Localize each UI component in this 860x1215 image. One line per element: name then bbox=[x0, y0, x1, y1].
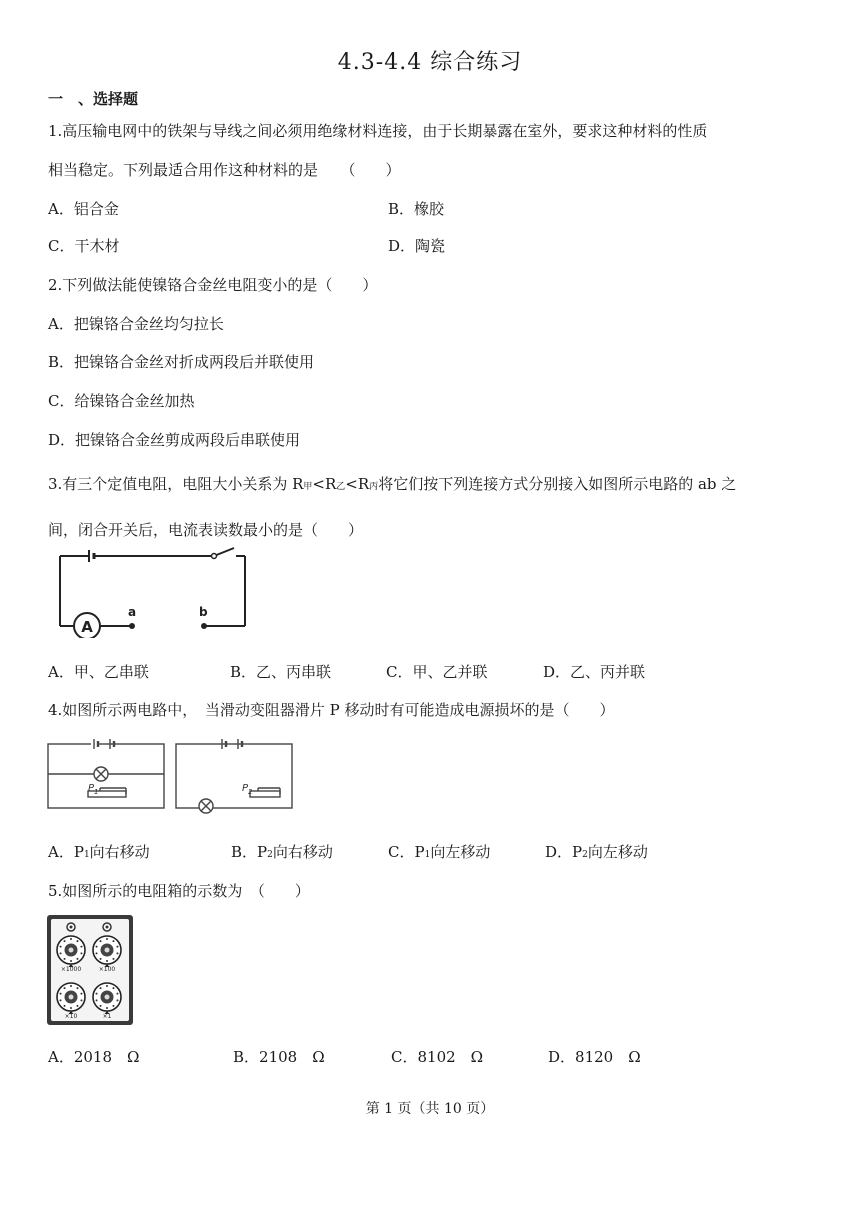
dial-label-x1: ×1 bbox=[102, 1013, 112, 1020]
q4-option-d-text: 向左移动 bbox=[587, 843, 648, 861]
q1-option-b: B．橡胶 bbox=[388, 200, 445, 218]
q4-stem: 4.如图所示两电路中， 当滑动变阻器滑片 P 移动时有可能造成电源损坏的是（ ） bbox=[48, 701, 615, 719]
q4-option-a bbox=[48, 841, 150, 862]
q2-option-d: D．把镍铬合金丝剪成两段后串联使用 bbox=[48, 431, 301, 449]
q5-option-b: B．2108 Ω bbox=[233, 1048, 325, 1066]
q3-subscript-bing: 丙 bbox=[369, 482, 379, 492]
q2-option-c: C．给镍铬合金丝加热 bbox=[48, 392, 195, 410]
q3-stem-part-b: 将它们按下列连接方式分别接入如图所示电路的 ab 之 bbox=[378, 475, 737, 493]
q4-option-d-sub: 2 bbox=[582, 850, 588, 860]
q4-fig-p2-label bbox=[242, 783, 253, 796]
q4-option-a-sub: 1 bbox=[83, 850, 90, 860]
q3-stem-part-a: 3.有三个定值电阻，电阻大小关系为 R bbox=[48, 475, 304, 493]
q2-option-b: B．把镍铬合金丝对折成两段后并联使用 bbox=[48, 353, 315, 371]
q4-option-a-p: A．P bbox=[48, 843, 84, 861]
q4-option-a-text: 向右移动 bbox=[89, 843, 150, 861]
q5-stem: 5.如图所示的电阻箱的示数为 （ ） bbox=[48, 882, 310, 900]
q4-option-d-p: D．P bbox=[545, 843, 583, 861]
q1-option-c: C．干木材 bbox=[48, 237, 120, 255]
q3-stem-line1 bbox=[48, 473, 736, 494]
page-title: 4.3-4.4 综合练习 bbox=[337, 50, 523, 75]
q3-option-c: C．甲、乙并联 bbox=[386, 663, 488, 681]
q3-less-than-1: <R bbox=[312, 475, 337, 493]
q3-subscript-yi: 乙 bbox=[336, 482, 346, 492]
q4-option-c-text: 向左移动 bbox=[430, 843, 491, 861]
q1-option-a: A．铝合金 bbox=[48, 200, 119, 218]
dial-label-x10: ×10 bbox=[64, 1013, 78, 1020]
q5-option-c: C．8102 Ω bbox=[391, 1048, 484, 1066]
q5-option-a: A．2018 Ω bbox=[48, 1048, 140, 1066]
q4-option-b bbox=[231, 841, 333, 862]
q4-option-b-p: B．P bbox=[231, 843, 268, 861]
q4-fig-p1-subscript: 1 bbox=[94, 788, 99, 796]
q3-option-d: D．乙、丙并联 bbox=[543, 663, 646, 681]
q4-option-b-text: 向右移动 bbox=[272, 843, 333, 861]
page-footer: 第 1 页（共 10 页） bbox=[365, 1101, 495, 1117]
terminal-a-dot bbox=[129, 623, 135, 629]
q1-stem-line2: 相当稳定。下列最适合用作这种材料的是 （ ） bbox=[48, 161, 401, 179]
terminal-b-dot bbox=[201, 623, 207, 629]
dial-label-x100: ×100 bbox=[98, 966, 116, 973]
q4-fig-p2-letter: P bbox=[242, 783, 249, 794]
q3-stem-line2: 间，闭合开关后，电流表读数最小的是（ ） bbox=[48, 521, 364, 539]
switch-pivot bbox=[212, 554, 217, 559]
q4-fig-p1-letter: P bbox=[88, 783, 95, 794]
q3-subscript-jia: 甲 bbox=[303, 482, 313, 492]
q4-option-c-p: C．P bbox=[388, 843, 425, 861]
q4-option-c-sub: 1 bbox=[424, 850, 431, 860]
q5-option-d: D．8120 Ω bbox=[548, 1048, 641, 1066]
q3-option-a: A．甲、乙串联 bbox=[48, 663, 149, 681]
q2-stem: 2.下列做法能使镍铬合金丝电阻变小的是（ ） bbox=[48, 276, 378, 294]
q2-option-a: A．把镍铬合金丝均匀拉长 bbox=[48, 315, 224, 333]
ammeter-label: A bbox=[81, 618, 93, 636]
section-heading: 一 、选择题 bbox=[48, 90, 139, 108]
q4-circuit-diagrams bbox=[44, 734, 296, 814]
q3-circuit-diagram bbox=[48, 546, 258, 638]
q4-option-c bbox=[388, 841, 490, 862]
q3-option-b: B．乙、丙串联 bbox=[230, 663, 332, 681]
q5-resistance-box bbox=[46, 914, 134, 1026]
q1-stem-line1: 1.高压输电网中的铁架与导线之间必须用绝缘材料连接，由于长期暴露在室外，要求这种材料的性质 bbox=[48, 122, 708, 140]
q4-option-b-sub: 2 bbox=[267, 850, 273, 860]
q4-fig-p2-subscript: 2 bbox=[248, 788, 253, 796]
point-a-label: a bbox=[128, 605, 137, 619]
point-b-label: b bbox=[199, 605, 208, 619]
q3-less-than-2: <R bbox=[345, 475, 370, 493]
q4-option-d bbox=[545, 841, 648, 862]
q1-option-d: D．陶瓷 bbox=[388, 237, 446, 255]
dial-label-x1000: ×1000 bbox=[60, 966, 82, 973]
